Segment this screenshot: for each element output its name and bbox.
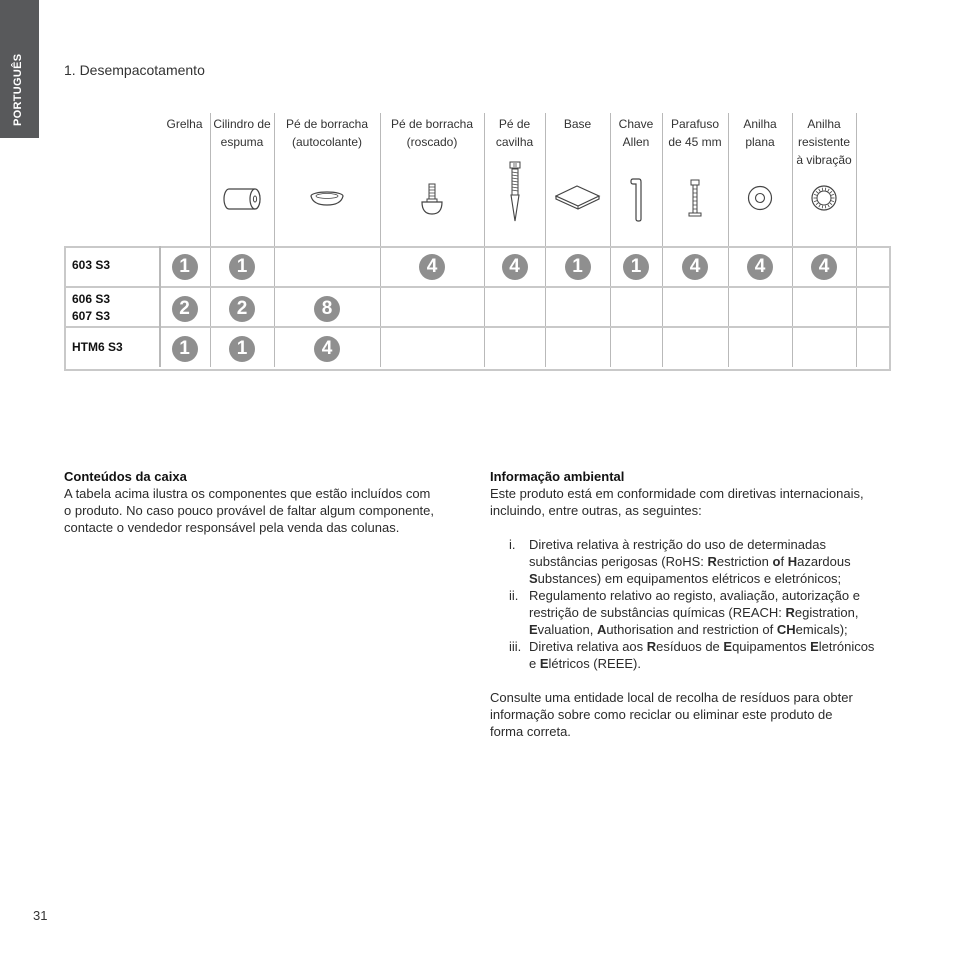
box-contents-heading: Conteúdos da caixa	[64, 469, 187, 484]
column-header	[159, 115, 210, 133]
column-header-line: Anilha	[743, 117, 777, 131]
directive-text: estriction	[716, 554, 773, 569]
box-contents-section	[64, 468, 464, 536]
screw-45mm-icon	[688, 179, 702, 217]
quantity-badge: 1	[623, 254, 649, 280]
environment-intro-line: incluindo, entre outras, as seguintes:	[490, 503, 702, 518]
vibration-washer-icon	[811, 185, 837, 211]
spike-foot-icon	[507, 161, 523, 223]
directive-number: iii.	[509, 639, 522, 654]
quantity-badge: 1	[229, 254, 255, 280]
column-header	[380, 115, 484, 151]
environment-section	[490, 468, 900, 740]
column-header-line: Allen	[622, 135, 650, 149]
allen-key-icon	[630, 177, 643, 223]
column-header-line: (autocolante)	[291, 135, 363, 149]
column-header	[792, 115, 856, 169]
quantity-badge: 2	[229, 296, 255, 322]
directive-line	[529, 638, 900, 655]
directive-line	[529, 536, 900, 553]
table-row-divider	[64, 286, 889, 288]
base-plate-icon	[555, 185, 601, 211]
directive-line	[529, 604, 900, 621]
column-header-line: Cilindro de	[213, 117, 271, 131]
environment-closing-line: forma correta.	[490, 724, 571, 739]
directives-list	[490, 536, 900, 672]
column-header-line: Pé de	[498, 117, 531, 131]
column-header-line: Parafuso	[670, 117, 720, 131]
column-header	[728, 115, 792, 151]
column-header	[662, 115, 728, 151]
column-header	[610, 115, 662, 151]
flat-washer-icon	[747, 185, 773, 211]
directive-text: azardous	[797, 554, 851, 569]
column-header	[484, 115, 545, 151]
column-header-line: (roscado)	[406, 135, 458, 149]
directive-text: emicals);	[795, 622, 848, 637]
box-contents-line: contacte o vendedor responsável pela venda das colunas.	[64, 520, 400, 535]
foam-cylinder-icon	[221, 185, 263, 213]
directive-text: egistration,	[794, 605, 859, 620]
column-header-line: Pé de borracha	[390, 117, 474, 131]
column-header-line: espuma	[220, 135, 264, 149]
column-header-line: plana	[745, 135, 775, 149]
directive-line	[529, 655, 900, 672]
column-header-line: Base	[563, 117, 592, 131]
language-tab	[0, 0, 39, 138]
model-name: 603 S3	[72, 258, 111, 272]
model-name: 606 S3	[72, 292, 111, 306]
quantity-badge: 1	[172, 254, 198, 280]
directive-text: f	[780, 554, 788, 569]
model-name: HTM6 S3	[72, 340, 123, 354]
acronym-letter: E	[539, 656, 549, 671]
section-title: 1. Desempacotamento	[64, 62, 205, 78]
quantity-badge: 1	[172, 336, 198, 362]
quantity-badge: 4	[502, 254, 528, 280]
acronym-letter: E	[723, 639, 733, 654]
directive-text: Regulamento relativo ao registo, avaliação, autorização e	[529, 588, 860, 603]
acronym-letter: o	[772, 554, 781, 569]
directive-text: quipamentos	[732, 639, 811, 654]
box-contents-line: A tabela acima ilustra os componentes que estão incluídos com	[64, 486, 431, 501]
acronym-letter: S	[529, 571, 538, 586]
column-header-line: à vibração	[796, 153, 852, 167]
directive-text: ubstances) em equipamentos elétricos e eletrónicos;	[537, 571, 842, 586]
directive-item	[490, 587, 900, 638]
model-label	[72, 257, 110, 274]
column-header-line: Pé de borracha	[285, 117, 369, 131]
quantity-badge: 2	[172, 296, 198, 322]
quantity-badge: 8	[314, 296, 340, 322]
directive-line	[529, 570, 900, 587]
acronym-letter: CH	[776, 622, 796, 637]
column-header	[210, 115, 274, 151]
directive-text: Diretiva relativa à restrição do uso de determinadas	[529, 537, 826, 552]
directive-line	[529, 621, 900, 638]
environment-intro-line: Este produto está em conformidade com diretivas internacionais,	[490, 486, 864, 501]
adhesive-rubber-foot-icon	[309, 189, 345, 207]
table-row-divider	[64, 326, 889, 328]
acronym-letter: E	[529, 622, 538, 637]
acronym-letter: R	[707, 554, 717, 569]
quantity-badge: 4	[314, 336, 340, 362]
column-header-line: Chave	[618, 117, 654, 131]
model-label	[72, 339, 123, 356]
table-column-divider	[159, 246, 161, 367]
directive-text: létricos (REEE).	[548, 656, 641, 671]
language-tab-label: PORTUGUÊS	[12, 53, 24, 126]
directive-number: ii.	[509, 588, 519, 603]
directive-text: Diretiva relativa aos	[529, 639, 647, 654]
column-header-line: Grelha	[166, 117, 203, 131]
directive-line	[529, 587, 900, 604]
acronym-letter: A	[596, 622, 607, 637]
directive-text: restrição de substâncias químicas (REACH:	[529, 605, 786, 620]
directive-text: uthorisation and restriction of	[606, 622, 777, 637]
directive-text: letrónicos	[818, 639, 875, 654]
quantity-badge: 4	[682, 254, 708, 280]
directive-line	[529, 553, 900, 570]
box-contents-line: o produto. No caso pouco provável de faltar algum componente,	[64, 503, 435, 518]
quantity-badge: 1	[229, 336, 255, 362]
environment-closing-line: informação sobre como reciclar ou eliminar este produto de	[490, 707, 833, 722]
environment-heading: Informação ambiental	[490, 469, 625, 484]
column-header-line: de 45 mm	[668, 135, 722, 149]
directive-item	[490, 536, 900, 587]
directive-text: e	[529, 656, 540, 671]
directive-text: esíduos de	[656, 639, 724, 654]
directive-item	[490, 638, 900, 672]
page-number: 31	[33, 908, 48, 923]
model-label	[72, 291, 110, 325]
acronym-letter: H	[787, 554, 798, 569]
acronym-letter: E	[810, 639, 819, 654]
environment-closing-line: Consulte uma entidade local de recolha de resíduos para obter	[490, 690, 853, 705]
acronym-letter: R	[785, 605, 795, 620]
model-name: 607 S3	[72, 309, 111, 323]
column-header-line: cavilha	[495, 135, 534, 149]
quantity-badge: 1	[565, 254, 591, 280]
quantity-badge: 4	[811, 254, 837, 280]
quantity-badge: 4	[419, 254, 445, 280]
quantity-badge: 4	[747, 254, 773, 280]
column-header-line: Anilha resistente	[797, 117, 851, 149]
acronym-letter: R	[646, 639, 657, 654]
column-header	[274, 115, 380, 151]
directive-number: i.	[509, 537, 516, 552]
parts-table	[64, 113, 889, 369]
directive-text: valuation,	[537, 622, 597, 637]
threaded-rubber-foot-icon	[421, 183, 443, 215]
directive-text: substâncias perigosas (RoHS:	[529, 554, 708, 569]
column-header	[545, 115, 610, 133]
